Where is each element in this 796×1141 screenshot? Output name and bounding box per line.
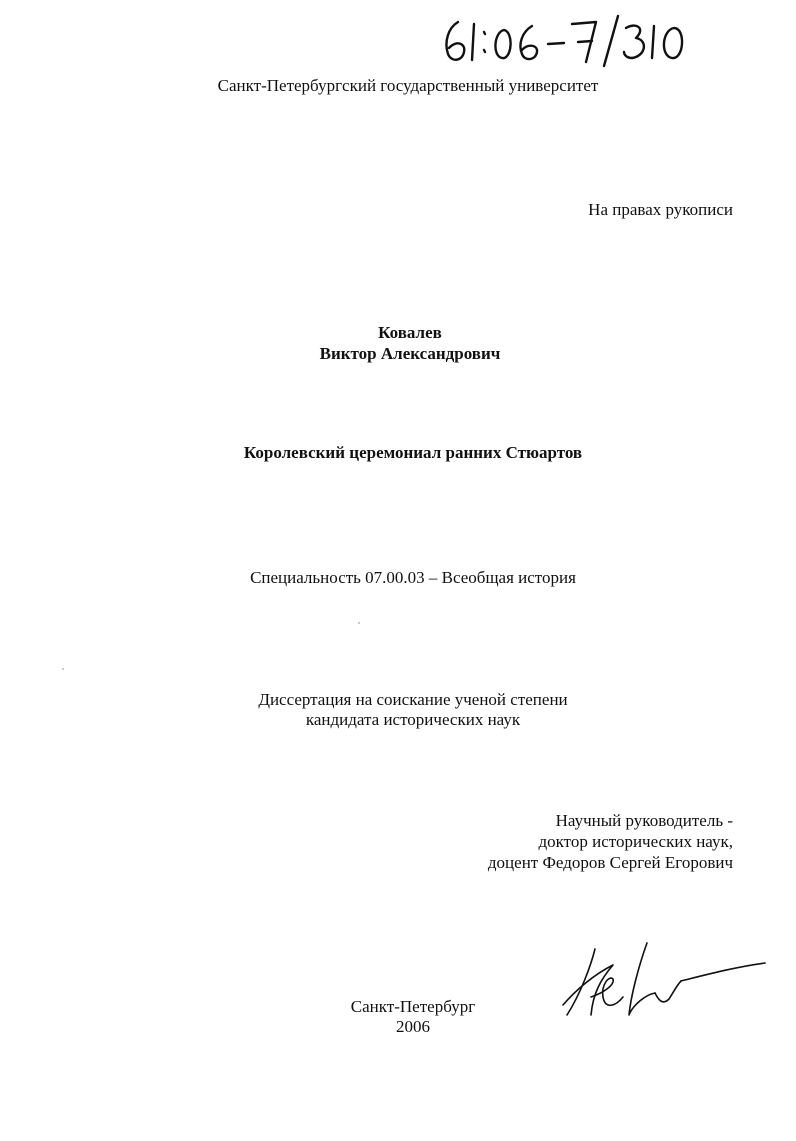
handwritten-archive-code bbox=[440, 12, 690, 68]
dissertation-title: Королевский церемониал ранних Стюартов bbox=[243, 443, 583, 462]
degree-statement-line-2: кандидата исторических наук bbox=[305, 710, 521, 729]
handwritten-archive-code-drawing bbox=[440, 12, 690, 68]
degree-statement bbox=[15, 690, 796, 730]
paper-speck bbox=[62, 668, 64, 670]
city: Санкт-Петербург bbox=[350, 997, 476, 1016]
supervisor-line-1: Научный руководитель - bbox=[555, 811, 733, 830]
author-surname: Ковалев bbox=[378, 323, 442, 342]
university-name: Санкт-Петербургский государственный университет bbox=[217, 76, 599, 95]
rights-notice: На правах рукописи bbox=[588, 200, 733, 219]
supervisor-line-3: доцент Федоров Сергей Егорович bbox=[487, 853, 733, 872]
supervisor-block bbox=[488, 810, 733, 873]
place-and-year bbox=[15, 997, 796, 1037]
year: 2006 bbox=[396, 1017, 430, 1036]
author-block bbox=[12, 322, 796, 364]
specialty: Специальность 07.00.03 – Всеобщая история bbox=[250, 568, 576, 587]
degree-statement-line-1: Диссертация на соискание ученой степени bbox=[258, 690, 568, 709]
paper-speck bbox=[358, 622, 360, 624]
supervisor-line-2: доктор исторических наук, bbox=[538, 832, 733, 851]
author-given-names: Виктор Александрович bbox=[319, 344, 501, 363]
